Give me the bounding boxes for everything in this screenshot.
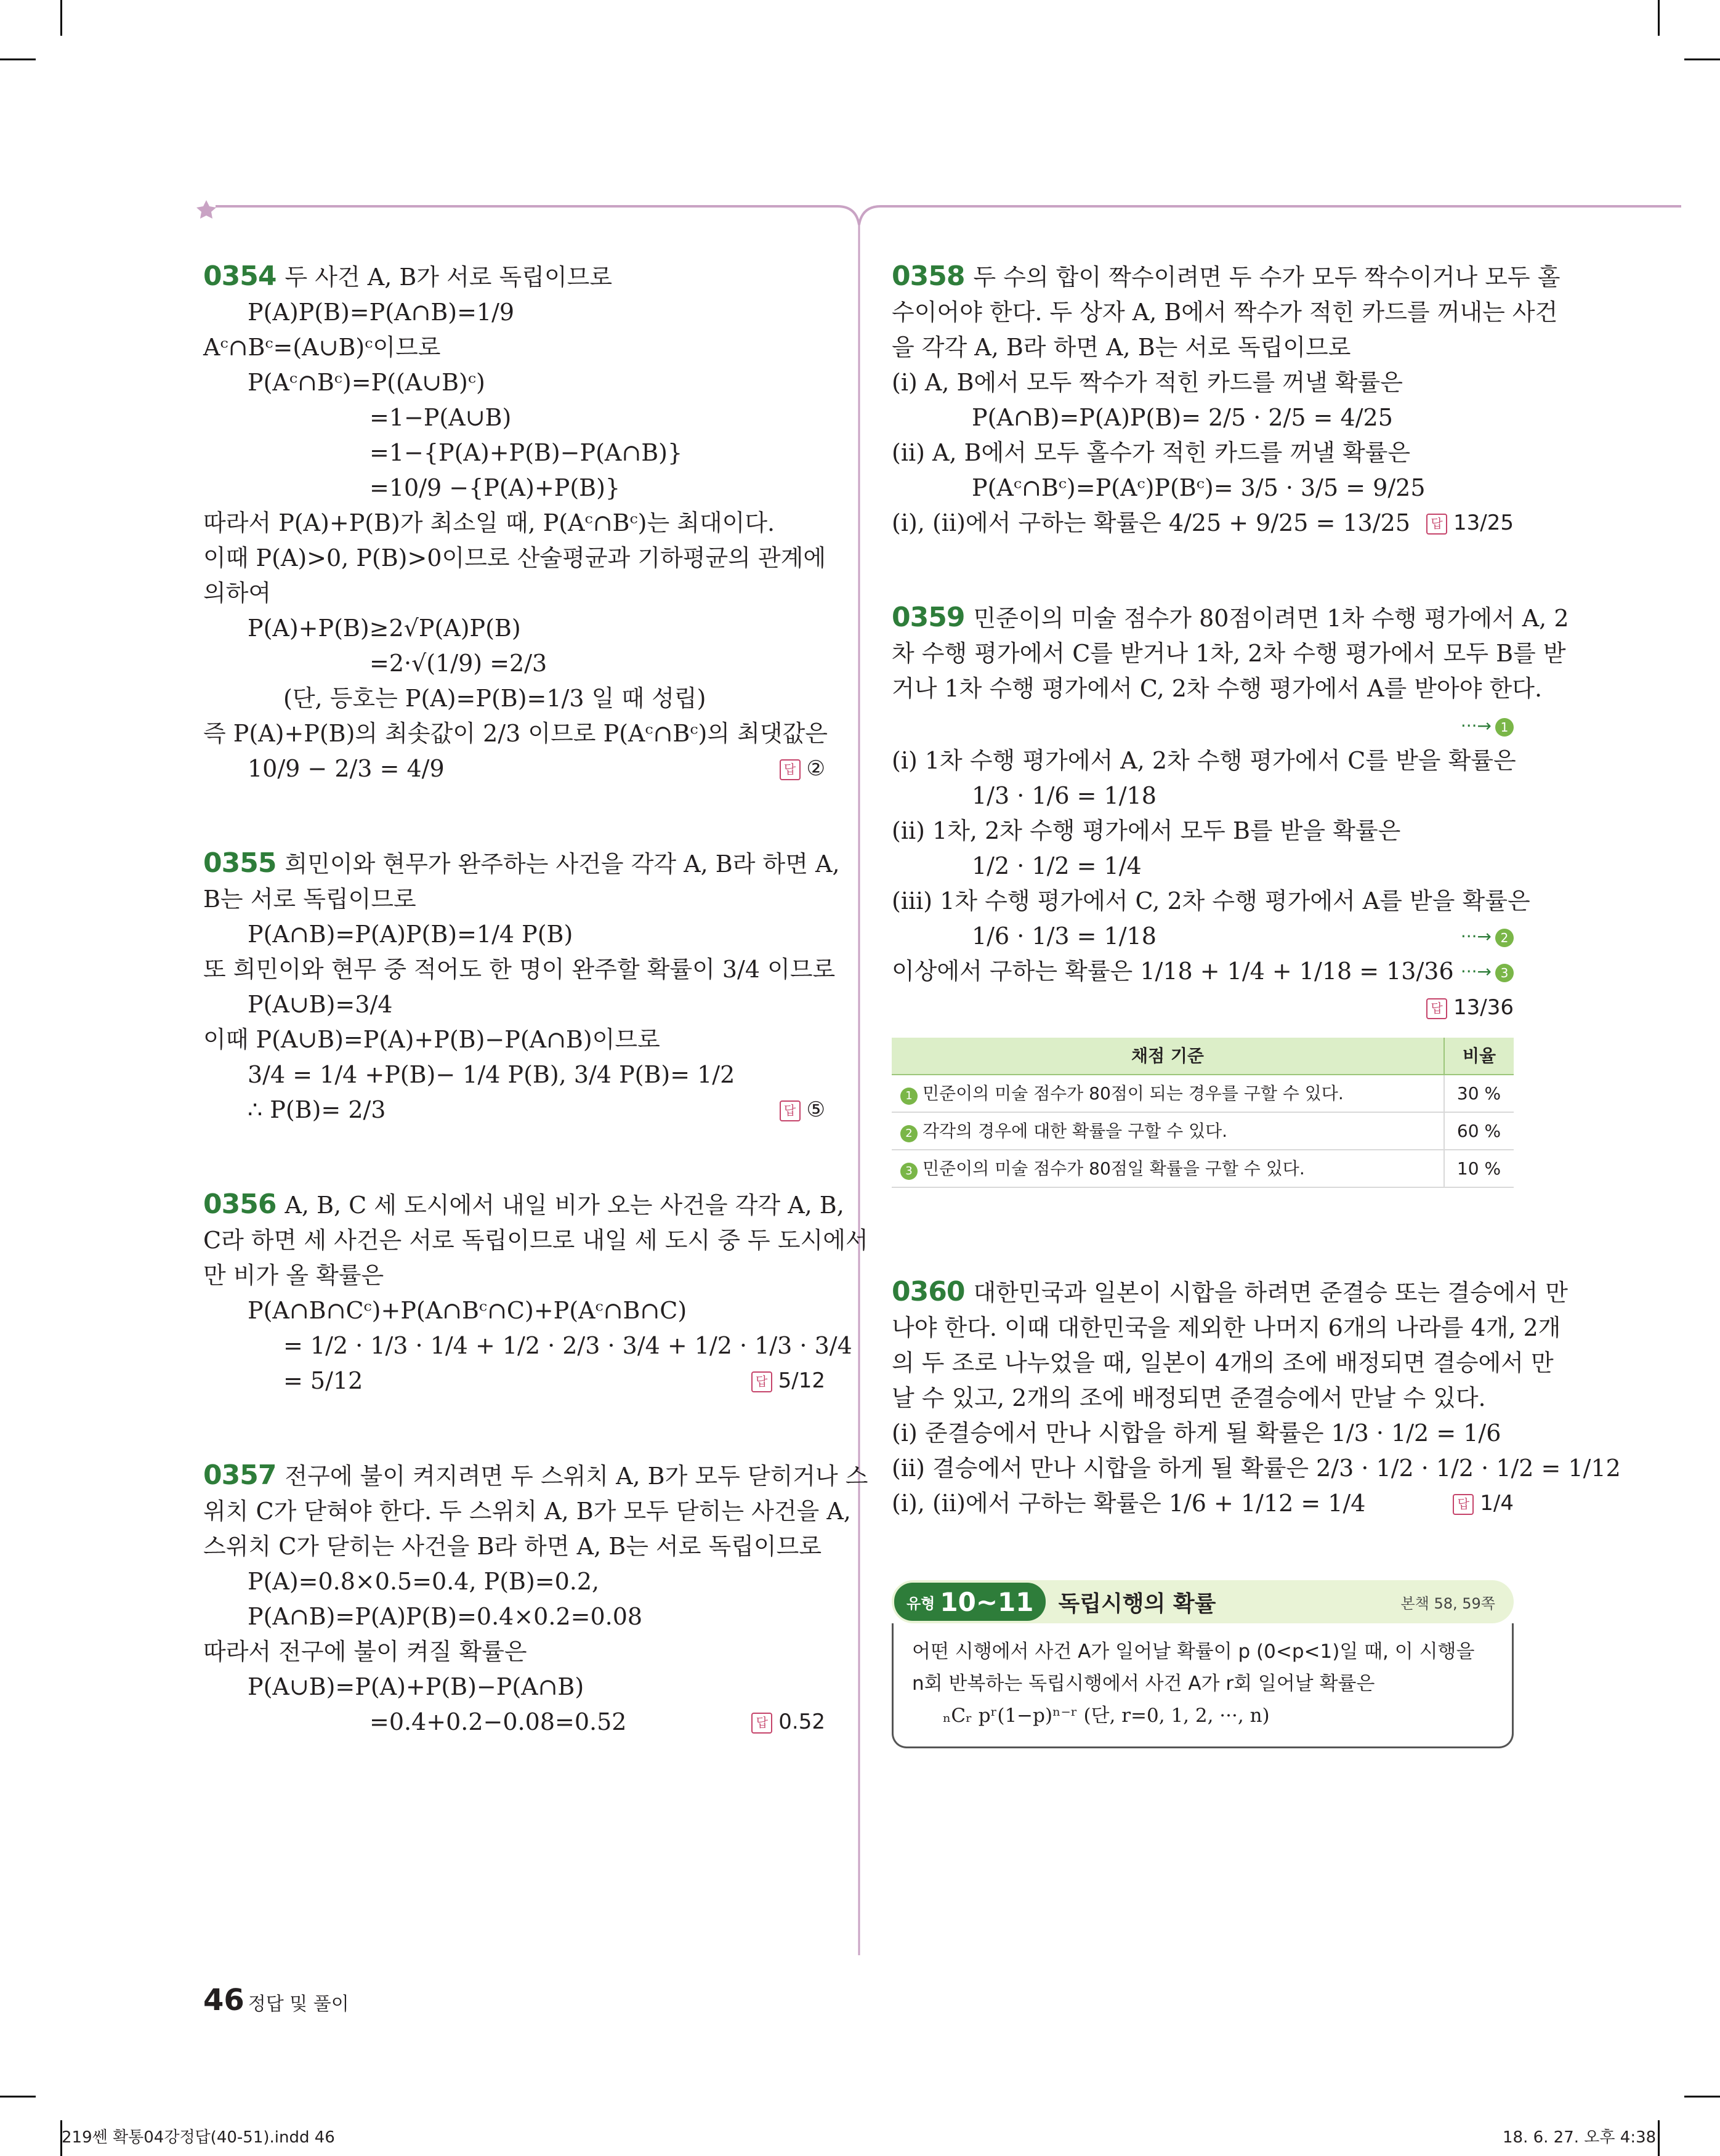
text-line: 1/3 · 1/6 = 1/18 <box>972 782 1157 809</box>
problem-0359 <box>892 600 1569 1188</box>
answer-value: 13/25 <box>1453 511 1514 535</box>
page-number: 46 <box>203 1983 244 2017</box>
answer <box>780 1092 825 1128</box>
table-row <box>892 1075 1514 1112</box>
step-number-icon: 3 <box>1495 964 1514 982</box>
problem-0355 <box>203 846 840 1128</box>
step-marker: ···→ 3 <box>1461 954 1514 989</box>
text-line: 희민이와 현무가 완주하는 사건을 각각 A, B라 하면 A, <box>285 850 840 878</box>
text-line: 위치 C가 닫혀야 한다. 두 스위치 A, B가 모두 닫히는 사건을 A, <box>203 1498 851 1525</box>
type-header <box>892 1580 1514 1623</box>
text-line: = 5/12 <box>283 1367 363 1394</box>
print-footer-date: 18. 6. 27. 오후 4:38 <box>1503 2128 1657 2147</box>
step-number-icon: 2 <box>1495 929 1514 947</box>
text-line: = 1/2 · 1/3 · 1/4 + 1/2 · 2/3 · 3/4 + 1/2 · 1/3 · 3/4 <box>283 1332 852 1359</box>
page-number-block <box>203 1983 349 2017</box>
text-line: 대한민국과 일본이 시합을 하려면 준결승 또는 결승에서 만 <box>973 1279 1569 1306</box>
text-line: P(A∪B)=3/4 <box>248 991 393 1018</box>
text-line: ∴ P(B)= 2/3 <box>248 1096 386 1123</box>
text-line: P(A∩B∩Cᶜ)+P(A∩Bᶜ∩C)+P(Aᶜ∩B∩C) <box>248 1297 687 1324</box>
criteria-text: 민준이의 미술 점수가 80점이 되는 경우를 구할 수 있다. <box>923 1083 1344 1104</box>
text-line: C라 하면 세 사건은 서로 독립이므로 내일 세 도시 중 두 도시에서 <box>203 1227 868 1254</box>
text-line: 전구에 불이 켜지려면 두 스위치 A, B가 모두 닫히거나 스 <box>285 1463 868 1490</box>
table-row <box>892 1112 1514 1150</box>
header-curve-right <box>859 206 881 225</box>
text-line: 차 수행 평가에서 C를 받거나 1차, 2차 수행 평가에서 모두 B를 받 <box>892 640 1566 667</box>
answer <box>751 1363 825 1399</box>
problem-number: 0358 <box>892 260 965 292</box>
star-ornament-icon <box>196 200 216 219</box>
text-line: 이상에서 구하는 확률은 1/18 + 1/4 + 1/18 = 13/36 <box>892 958 1454 985</box>
text-line: (iii) 1차 수행 평가에서 C, 2차 수행 평가에서 A를 받을 확률은 <box>892 887 1530 914</box>
answer <box>751 1705 825 1740</box>
text-line: P(A∩B)=P(A)P(B)= 2/5 · 2/5 = 4/25 <box>972 404 1393 431</box>
text-line: 두 수의 합이 짝수이려면 두 수가 모두 짝수이거나 모두 홀 <box>973 264 1561 291</box>
answer-mark-icon: 답 <box>751 1713 772 1734</box>
grading-table <box>892 1038 1514 1188</box>
answer-mark-icon: 답 <box>1453 1494 1474 1515</box>
answer-value: 13/36 <box>1453 995 1514 1020</box>
text-line: =1−P(A∪B) <box>369 404 512 431</box>
answer <box>1453 1486 1514 1521</box>
criteria-text: 각각의 경우에 대한 확률을 구할 수 있다. <box>923 1121 1228 1141</box>
text-line: 거나 1차 수행 평가에서 C, 2차 수행 평가에서 A를 받아야 한다. <box>892 675 1543 702</box>
text-line: n회 반복하는 독립시행에서 사건 A가 r회 일어날 확률은 <box>912 1673 1375 1695</box>
problem-0358 <box>892 259 1561 541</box>
answer-value: 5/12 <box>778 1368 825 1393</box>
answer-value: ② <box>806 756 825 781</box>
type-badge-number: 10~11 <box>940 1586 1034 1617</box>
table-row <box>892 1150 1514 1187</box>
problem-number: 0359 <box>892 602 965 633</box>
criteria-number-icon: 3 <box>900 1163 918 1180</box>
text-line: 스위치 C가 닫히는 사건을 B라 하면 A, B는 서로 독립이므로 <box>203 1533 822 1560</box>
text-line: 의하여 <box>203 579 272 607</box>
criteria-ratio: 60 % <box>1444 1112 1514 1150</box>
text-line: 따라서 전구에 불이 켜질 확률은 <box>203 1638 527 1665</box>
text-line: 1/6 · 1/3 = 1/18 <box>972 923 1157 950</box>
type-badge <box>894 1583 1046 1621</box>
problem-0357 <box>203 1458 868 1740</box>
grading-header-criteria: 채점 기준 <box>892 1038 1444 1075</box>
step-number-icon: 1 <box>1495 718 1514 737</box>
crop-mark-bl-h <box>0 2096 36 2097</box>
type-badge-label: 유형 <box>906 1594 935 1612</box>
text-line: 두 사건 A, B가 서로 독립이므로 <box>285 264 613 291</box>
text-line: 10/9 − 2/3 = 4/9 <box>248 755 445 782</box>
problem-0354 <box>203 259 828 786</box>
answer-mark-icon: 답 <box>751 1371 772 1392</box>
crop-mark-br-h <box>1684 2096 1720 2097</box>
text-line: 의 두 조로 나누었을 때, 일본이 4개의 조에 배정되면 결승에서 만 <box>892 1349 1554 1376</box>
text-line: B는 서로 독립이므로 <box>203 886 416 913</box>
criteria-text: 민준이의 미술 점수가 80점일 확률을 구할 수 있다. <box>923 1158 1305 1179</box>
problem-0356 <box>203 1187 868 1399</box>
text-line: =2·√(1/9) =2/3 <box>369 650 547 677</box>
text-line: 1/2 · 1/2 = 1/4 <box>972 852 1142 879</box>
text-line: 이때 P(A∪B)=P(A)+P(B)−P(A∩B)이므로 <box>203 1026 660 1053</box>
text-line: P(A)=0.8×0.5=0.4, P(B)=0.2, <box>248 1568 600 1595</box>
answer-mark-icon: 답 <box>780 759 801 780</box>
text-line: (i), (ii)에서 구하는 확률은 4/25 + 9/25 = 13/25 <box>892 509 1410 536</box>
crop-mark-br-v <box>1658 2120 1660 2156</box>
text-line: 따라서 P(A)+P(B)가 최소일 때, P(Aᶜ∩Bᶜ)는 최대이다. <box>203 509 775 536</box>
answer-value: ⑤ <box>806 1097 825 1122</box>
page-title: 정답 및 풀이 <box>248 1993 349 2015</box>
text-line: (i) 1차 수행 평가에서 A, 2차 수행 평가에서 C를 받을 확률은 <box>892 747 1516 774</box>
answer <box>1426 506 1514 541</box>
text-line: P(Aᶜ∩Bᶜ)=P((A∪B)ᶜ) <box>248 369 485 396</box>
header-curve <box>838 206 859 225</box>
text-line: 나야 한다. 이때 대한민국을 제외한 나머지 6개의 나라를 4개, 2개 <box>892 1314 1561 1341</box>
text-line: P(A)P(B)=P(A∩B)=1/9 <box>248 299 515 326</box>
left-column <box>203 259 868 1799</box>
text-line: 또 희민이와 현무 중 적어도 한 명이 완주할 확률이 3/4 이므로 <box>203 956 836 983</box>
text-line: =10/9 −{P(A)+P(B)} <box>369 474 621 501</box>
text-line: (i), (ii)에서 구하는 확률은 1/6 + 1/12 = 1/4 <box>892 1490 1366 1517</box>
step-marker: ···→ 1 <box>1461 708 1514 743</box>
text-line: A, B, C 세 도시에서 내일 비가 오는 사건을 각각 A, B, <box>285 1192 844 1219</box>
criteria-ratio: 10 % <box>1444 1150 1514 1187</box>
text-line: 수이어야 한다. 두 상자 A, B에서 짝수가 적힌 카드를 꺼내는 사건 <box>892 299 1558 326</box>
text-line: (ii) 결승에서 만나 시합을 하게 될 확률은 2/3 · 1/2 · 1/2 · 1/2 = 1/12 <box>892 1455 1621 1482</box>
text-line: =1−{P(A)+P(B)−P(A∩B)} <box>369 439 683 466</box>
text-line: 날 수 있고, 2개의 조에 배정되면 준결승에서 만날 수 있다. <box>892 1384 1486 1411</box>
problem-number: 0356 <box>203 1189 277 1220</box>
text-line: (단, 등호는 P(A)=P(B)=1/3 일 때 성립) <box>283 685 706 712</box>
text-line: 즉 P(A)+P(B)의 최솟값이 2/3 이므로 P(Aᶜ∩Bᶜ)의 최댓값은 <box>203 720 828 747</box>
answer-mark-icon: 답 <box>780 1100 801 1121</box>
criteria-ratio: 30 % <box>1444 1075 1514 1112</box>
answer-mark-icon: 답 <box>1426 998 1447 1019</box>
problem-number: 0357 <box>203 1460 277 1491</box>
right-column <box>892 259 1621 1748</box>
criteria-number-icon: 1 <box>900 1088 918 1105</box>
text-line: (ii) 1차, 2차 수행 평가에서 모두 B를 받을 확률은 <box>892 817 1401 844</box>
text-line: Aᶜ∩Bᶜ=(A∪B)ᶜ이므로 <box>203 334 441 361</box>
answer-value: 1/4 <box>1480 1491 1514 1516</box>
problem-0360 <box>892 1274 1621 1521</box>
text-line: 이때 P(A)>0, P(B)>0이므로 산술평균과 기하평균의 관계에 <box>203 544 826 571</box>
answer <box>780 751 825 786</box>
print-footer-file: 219쎈 확통04강정답(40-51).indd 46 <box>62 2128 335 2147</box>
text-line: P(A∩B)=P(A)P(B)=1/4 P(B) <box>248 921 573 948</box>
text-line: P(A∪B)=P(A)+P(B)−P(A∩B) <box>248 1673 584 1700</box>
problem-number: 0355 <box>203 847 277 879</box>
text-line: (i) A, B에서 모두 짝수가 적힌 카드를 꺼낼 확률은 <box>892 369 1403 396</box>
type-reference: 본책 58, 59쪽 <box>1400 1594 1495 1612</box>
answer <box>1426 995 1514 1020</box>
type-summary-box <box>892 1580 1514 1748</box>
text-line: =0.4+0.2−0.08=0.52 <box>369 1708 627 1735</box>
type-title: 독립시행의 확률 <box>1058 1591 1216 1617</box>
text-line: 어떤 시행에서 사건 A가 일어날 확률이 p (0<p<1)일 때, 이 시행을 <box>912 1641 1475 1663</box>
text-line: P(A∩B)=P(A)P(B)=0.4×0.2=0.08 <box>248 1603 643 1630</box>
text-line: 만 비가 올 확률은 <box>203 1262 384 1289</box>
text-line: 3/4 = 1/4 +P(B)− 1/4 P(B), 3/4 P(B)= 1/2 <box>248 1061 735 1088</box>
step-marker: ···→ 2 <box>1461 919 1514 954</box>
criteria-number-icon: 2 <box>900 1125 918 1142</box>
answer-mark-icon: 답 <box>1426 514 1447 535</box>
problem-number: 0360 <box>892 1276 965 1307</box>
problem-number: 0354 <box>203 260 277 292</box>
grading-header-ratio: 비율 <box>1444 1038 1514 1075</box>
type-body <box>892 1623 1514 1748</box>
formula: ₙCᵣ pʳ(1−p)ⁿ⁻ʳ (단, r=0, 1, 2, ···, n) <box>943 1705 1270 1727</box>
text-line: P(Aᶜ∩Bᶜ)=P(Aᶜ)P(Bᶜ)= 3/5 · 3/5 = 9/25 <box>972 474 1426 501</box>
text-line: (i) 준결승에서 만나 시합을 하게 될 확률은 1/3 · 1/2 = 1/6 <box>892 1419 1501 1447</box>
text-line: 민준이의 미술 점수가 80점이려면 1차 수행 평가에서 A, 2 <box>973 605 1569 632</box>
text-line: P(A)+P(B)≥2√P(A)P(B) <box>248 615 521 642</box>
text-line: 을 각각 A, B라 하면 A, B는 서로 독립이므로 <box>892 334 1351 361</box>
text-line: (ii) A, B에서 모두 홀수가 적힌 카드를 꺼낼 확률은 <box>892 439 1411 466</box>
answer-value: 0.52 <box>778 1710 825 1734</box>
